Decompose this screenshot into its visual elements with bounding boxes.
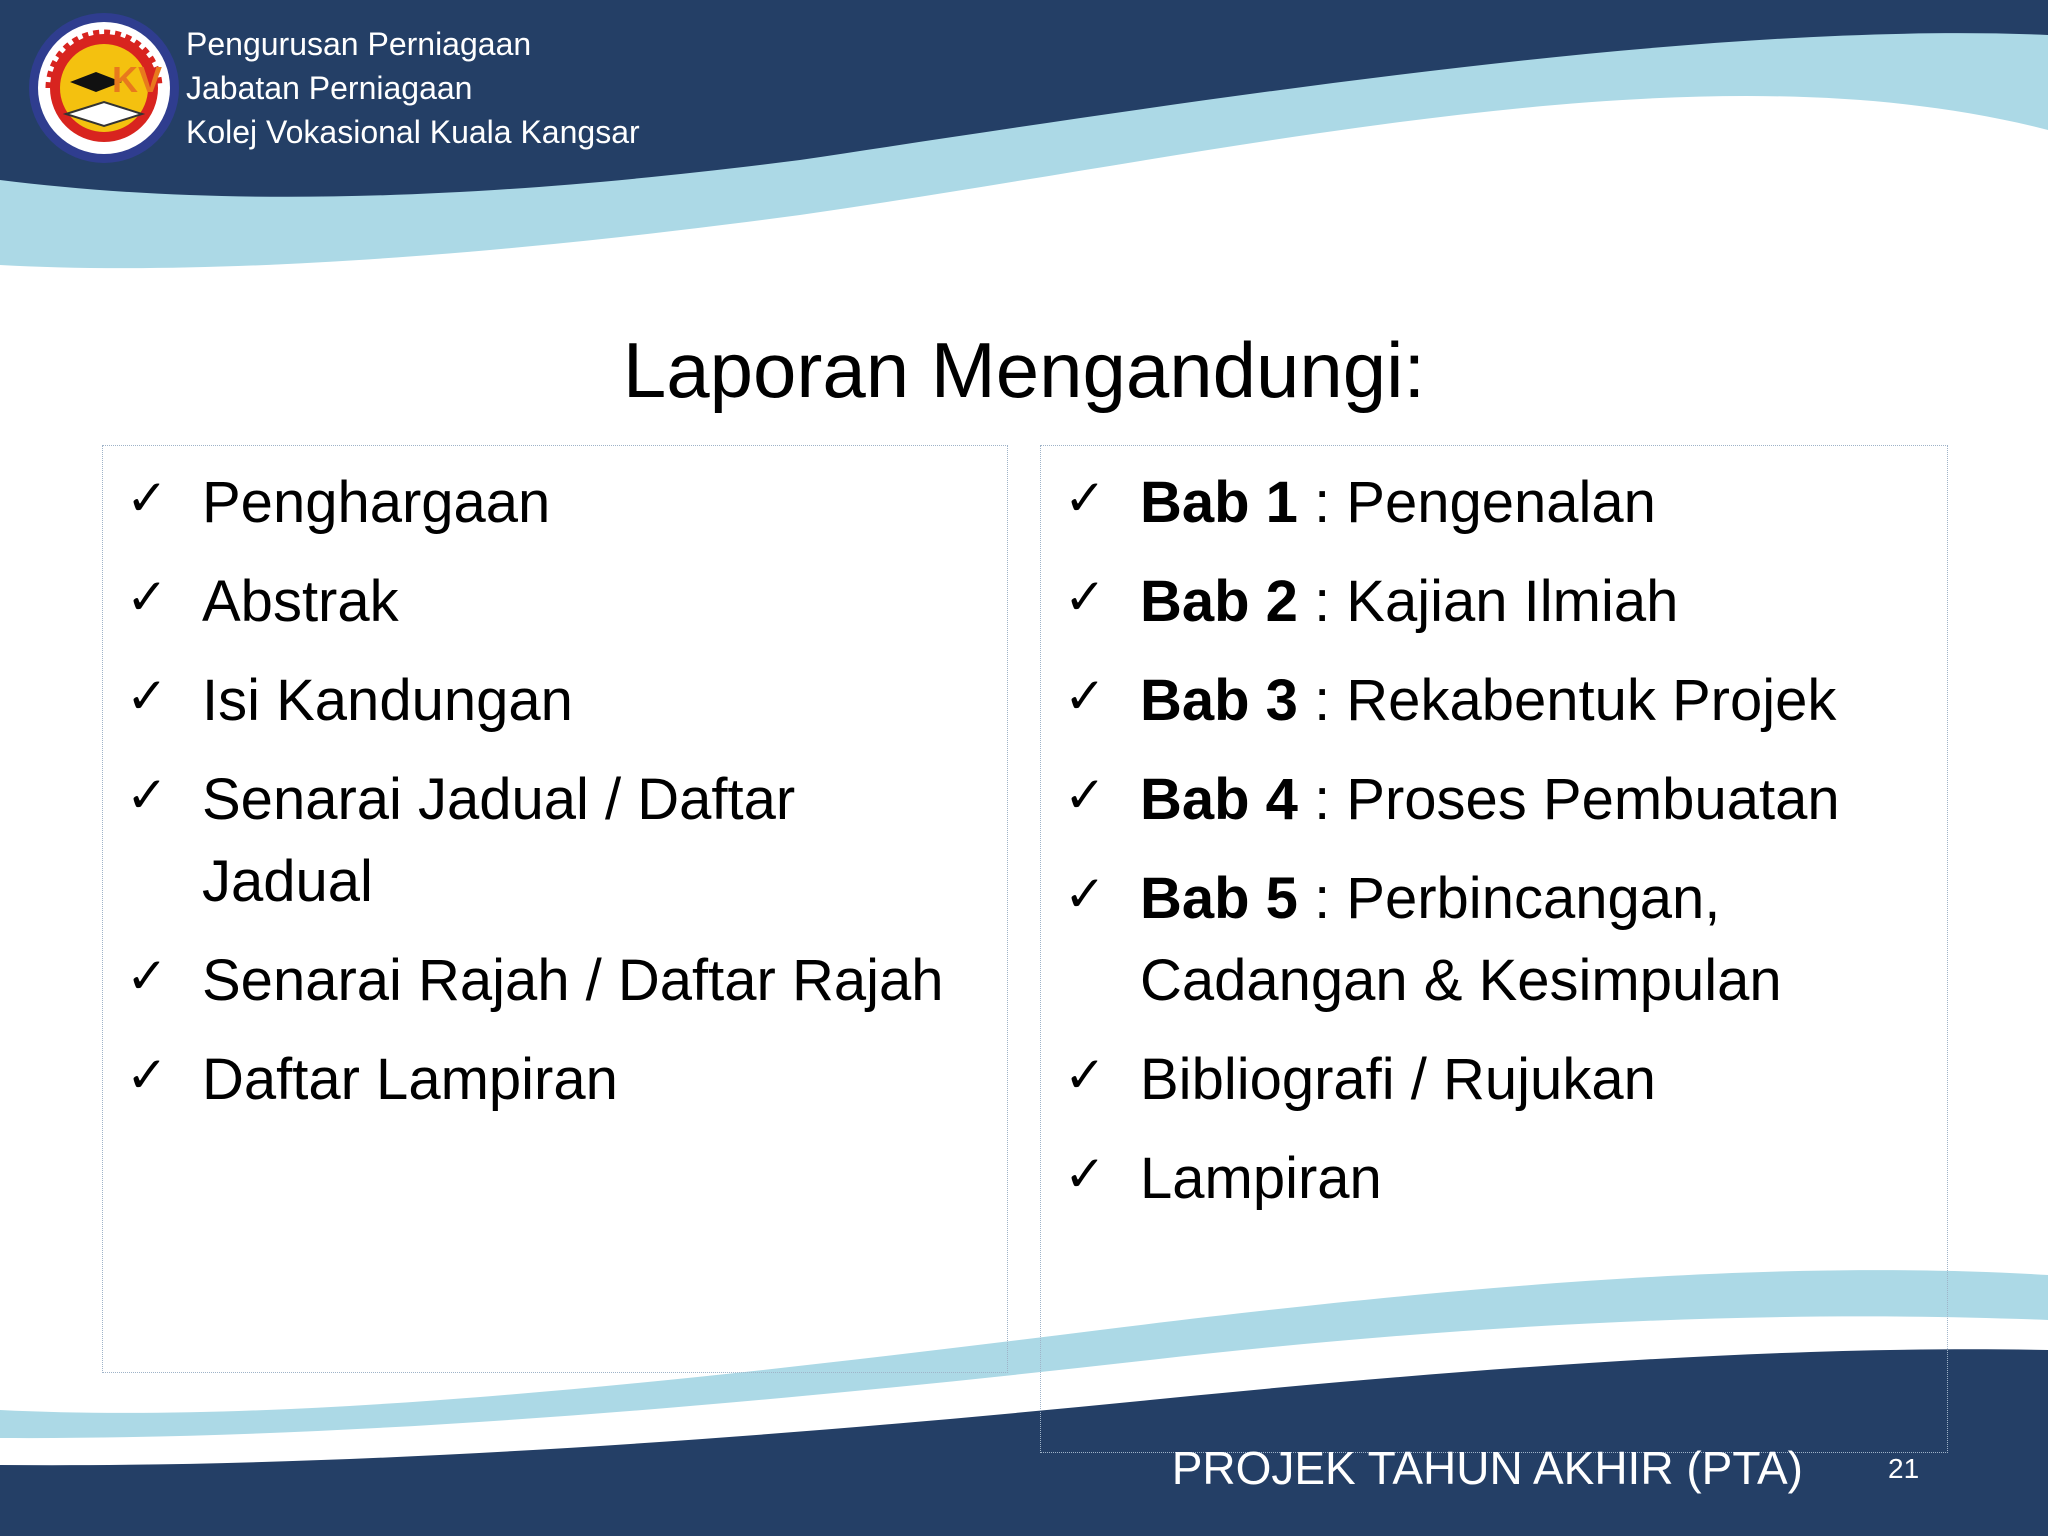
chapter-label: Bab 5: [1140, 866, 1298, 931]
item-text: Daftar Lampiran: [202, 1047, 618, 1112]
check-icon: ✓: [1064, 865, 1106, 923]
header-line-unit: Jabatan Perniagaan: [186, 70, 473, 106]
item-text: : Kajian Ilmiah: [1297, 569, 1679, 634]
check-icon: ✓: [1064, 1145, 1106, 1203]
item-text-continued: Jadual: [202, 849, 373, 914]
logo-initials: KV: [112, 59, 163, 100]
list-item: [1064, 660, 1840, 742]
check-icon: ✓: [126, 568, 168, 626]
item-text: Penghargaan: [202, 470, 551, 535]
check-icon: ✓: [126, 469, 168, 527]
item-text: Abstrak: [202, 569, 399, 634]
check-icon: ✓: [1064, 469, 1106, 527]
chapter-label: Bab 4: [1140, 767, 1298, 832]
list-item: [126, 561, 944, 643]
list-item: [126, 940, 944, 1022]
college-logo: [26, 10, 182, 166]
slide-title: Laporan Mengandungi:: [622, 326, 1426, 414]
item-text: : Proses Pembuatan: [1297, 767, 1840, 832]
check-icon: ✓: [126, 766, 168, 824]
item-text: : Rekabentuk Projek: [1297, 668, 1837, 733]
list-item: [1064, 561, 1840, 643]
list-item: [126, 462, 944, 544]
list-item: [126, 660, 944, 742]
check-icon: ✓: [126, 1046, 168, 1104]
header-line-department: Pengurusan Perniagaan: [186, 26, 532, 62]
list-item: [1064, 858, 1840, 1022]
chapter-label: Bab 2: [1140, 569, 1298, 634]
check-icon: ✓: [1064, 568, 1106, 626]
item-text: Isi Kandungan: [202, 668, 573, 733]
page-number: 21: [1888, 1453, 1920, 1484]
item-text: Bibliografi / Rujukan: [1140, 1047, 1656, 1112]
list-item: [1064, 1039, 1840, 1121]
check-icon: ✓: [1064, 667, 1106, 725]
list-item: [126, 759, 944, 923]
check-icon: ✓: [1064, 766, 1106, 824]
item-text: Senarai Rajah / Daftar Rajah: [202, 948, 944, 1013]
header-text-block: [186, 22, 640, 154]
item-text-continued: Cadangan & Kesimpulan: [1140, 948, 1782, 1013]
item-text: : Pengenalan: [1297, 470, 1656, 535]
list-item: [1064, 759, 1840, 841]
list-item: [1064, 462, 1840, 544]
list-item: [1064, 1138, 1840, 1220]
item-text: Lampiran: [1140, 1146, 1382, 1211]
check-icon: ✓: [126, 667, 168, 725]
item-text: : Perbincangan,: [1297, 866, 1721, 931]
list-item: [126, 1039, 944, 1121]
header-line-college: Kolej Vokasional Kuala Kangsar: [186, 114, 640, 150]
right-checklist: [1064, 462, 1840, 1237]
left-checklist: [126, 462, 944, 1138]
check-icon: ✓: [1064, 1046, 1106, 1104]
footer-title: PROJEK TAHUN AKHIR (PTA): [1171, 1442, 1803, 1494]
item-text: Senarai Jadual / Daftar: [202, 767, 796, 832]
check-icon: ✓: [126, 947, 168, 1005]
chapter-label: Bab 1: [1140, 470, 1298, 535]
chapter-label: Bab 3: [1140, 668, 1298, 733]
